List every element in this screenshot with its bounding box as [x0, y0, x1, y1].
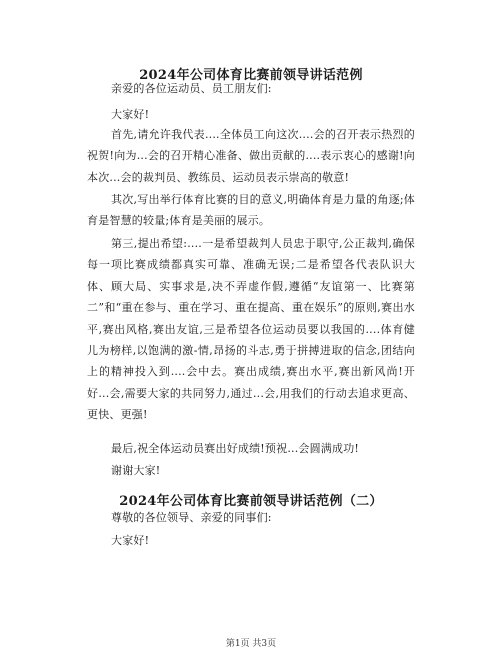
closing-thanks: 谢谢大家!	[111, 464, 161, 477]
salutation: 亲爱的各位运动员、员工朋友们:	[111, 82, 272, 95]
paragraph-last: 最后,祝全体运动员赛出好成绩!预祝...会圆满成功!	[111, 442, 360, 455]
greeting: 大家好!	[111, 108, 150, 121]
paragraph-second: 其次,写出举行体育比赛的目的意义,明确体育是力量的角逐;体育是智慧的较量;体育是美丽的展示。	[87, 193, 415, 228]
paragraph-first: 首先,请允许我代表....全体员工向这次....会的召开表示热烈的祝贺!向为...会的召开精心准备、做出贡献的....表示衷心的感谢!向本次...会的裁判员、教练员、运动员表示崇高的敬意!	[87, 128, 415, 184]
page-footer: 第1页 共3页	[225, 639, 277, 649]
paragraph-third: 第三,提出希望:....一是希望裁判人员忠于职守,公正裁判,确保每一项比赛成绩都真实可靠、准确无误;二是希望各代表队识大体、顾大局、实事求是,决不弄虚作假,遵循“友谊第一、比赛第二”和“重在参与、重在学习、重在提高、重在娱乐”的原则,赛出水平,赛出风格,赛出友谊,三是希望各位运动员要以我国的....体育健儿为榜样,以饱满的激-情,昂扬的斗志,勇于拼搏进取的信念,团结向上的精神投入到....会中去。赛出成绩,赛出水平,赛出新风尚!开好...会,需要大家的共同努力,通过...会,用我们的行动去追求更高、更快、更强!	[87, 237, 415, 422]
document-title: 2024年公司体育比赛前领导讲话范例	[139, 68, 363, 83]
document-title-second: 2024年公司体育比赛前领导讲话范例（二）	[119, 494, 383, 509]
salutation-second: 尊敬的各位领导、亲爱的同事们:	[111, 511, 272, 524]
greeting-second: 大家好!	[111, 534, 150, 547]
